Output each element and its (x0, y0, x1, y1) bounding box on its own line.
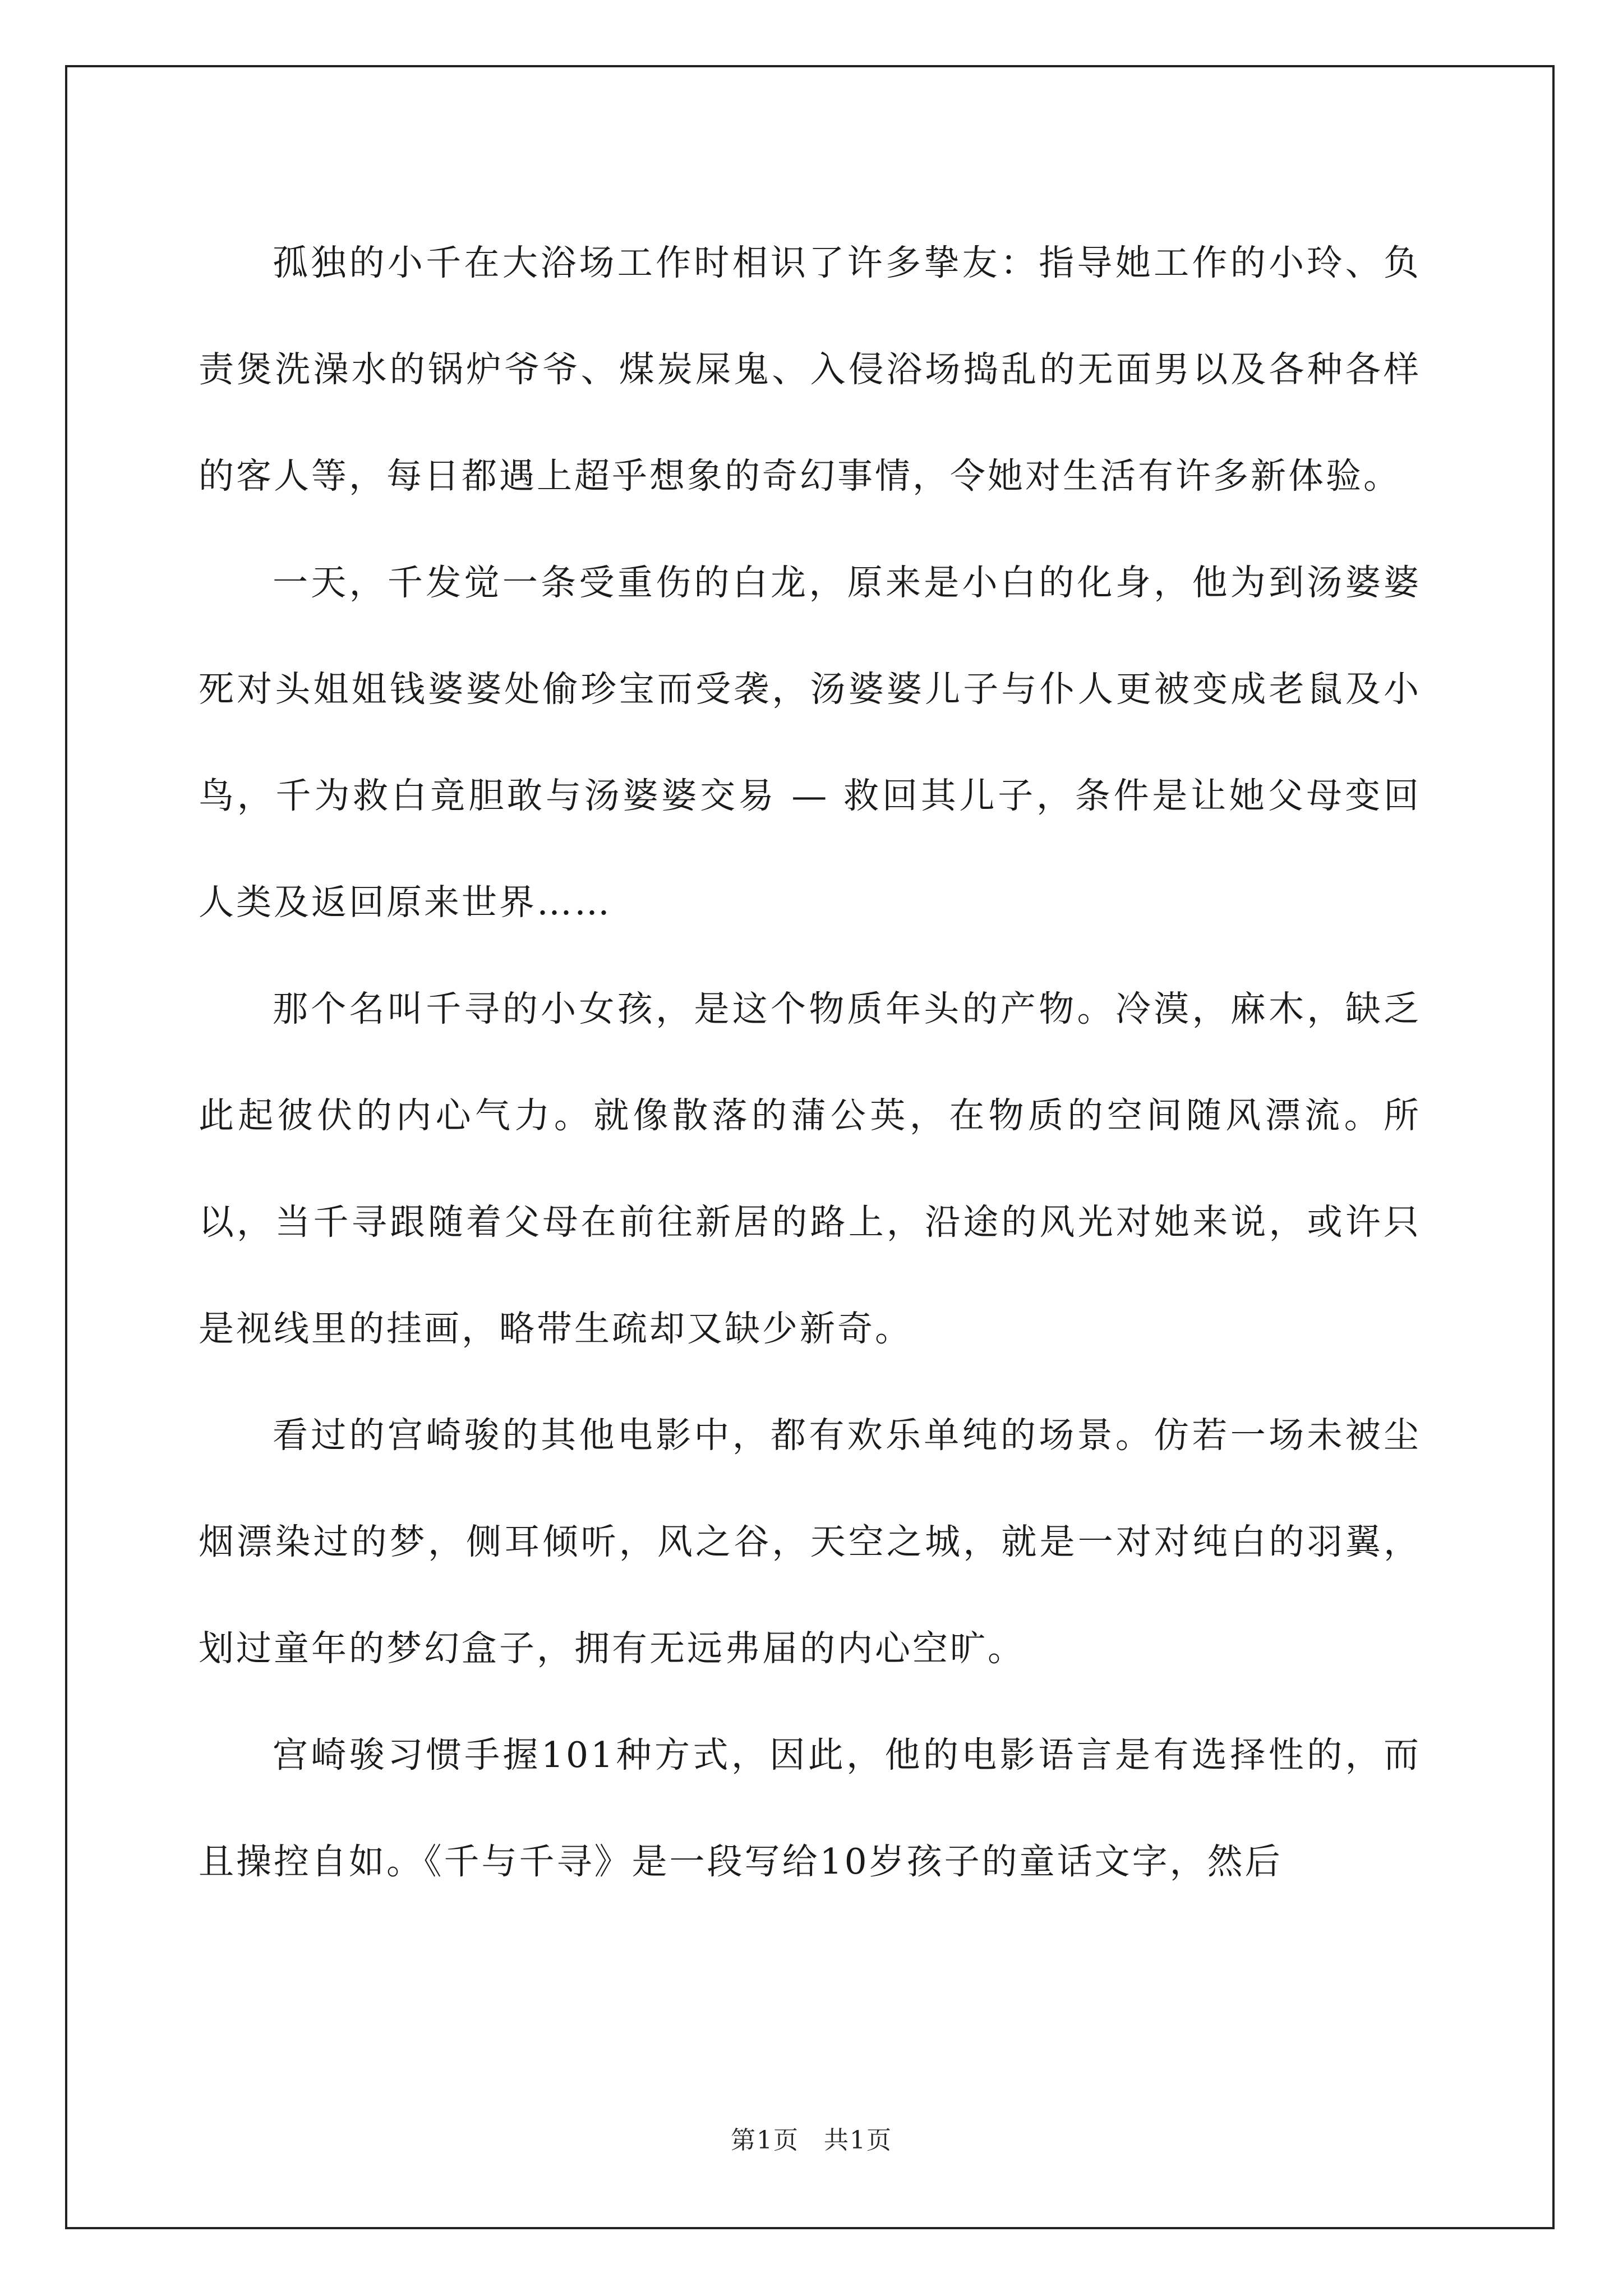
paragraph: 那个名叫千寻的小女孩，是这个物质年头的产物。冷漠，麻木，缺乏此起彼伏的内心气力。就像散落的蒲公英，在物质的空间随风漂流。所以，当千寻跟随着父母在前往新居的路上，沿途的风光对她来说，或许只是视线里的挂画，略带生疏却又缺少新奇。 (199, 988, 1421, 1349)
paragraph: 宫崎骏习惯手握101种方式，因此，他的电影语言是有选择性的，而且操控自如。《千与千寻》是一段写给10岁孩子的童话文字，然后 (199, 1734, 1421, 1882)
document-body (199, 210, 1421, 1915)
page-number-current: 第1页 (731, 2126, 799, 2155)
paragraph: 孤独的小千在大浴场工作时相识了许多挚友：指导她工作的小玲、负责煲洗澡水的锅炉爷爷、煤炭屎鬼、入侵浴场捣乱的无面男以及各种各样的客人等，每日都遇上超乎想象的奇幻事情，令她对生活有许多新体验。 (199, 242, 1421, 496)
paragraph: 看过的宫崎骏的其他电影中，都有欢乐单纯的场景。仿若一场未被尘烟漂染过的梦，侧耳倾听，风之谷，天空之城，就是一对对纯白的羽翼，划过童年的梦幻盒子，拥有无远弗届的内心空旷。 (199, 1415, 1421, 1669)
page-number-total: 共1页 (824, 2126, 892, 2155)
paragraph: 一天，千发觉一条受重伤的白龙，原来是小白的化身，他为到汤婆婆死对头姐姐钱婆婆处偷珍宝而受袭，汤婆婆儿子与仆人更被变成老鼠及小鸟，千为救白竟胆敢与汤婆婆交易 — 救回其儿子，条件是让她父母变回人类及返回原来世界…… (199, 562, 1421, 923)
page-footer (0, 2124, 1623, 2157)
